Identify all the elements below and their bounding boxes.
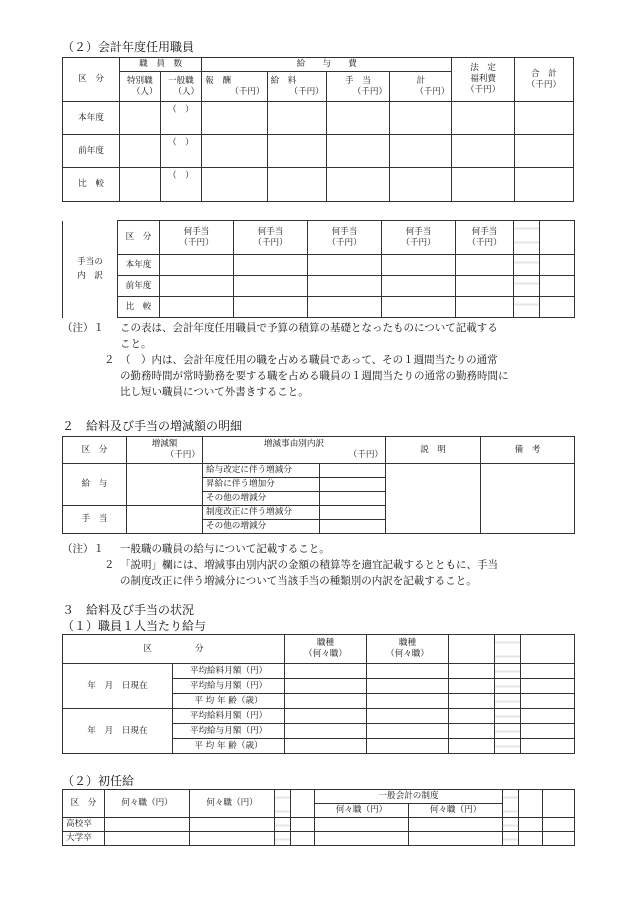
col-kubun: 区 分 bbox=[118, 221, 160, 255]
col-ippan: 一般職 （人） bbox=[160, 72, 202, 102]
paren-cell: （ ） bbox=[160, 135, 202, 168]
col-kei: 計 （千円） bbox=[390, 72, 452, 102]
col-teate: 手 当 （千円） bbox=[326, 72, 389, 102]
notes-2 bbox=[62, 541, 574, 589]
reason-label: 昇給に伴う増加分 bbox=[203, 478, 320, 492]
item-label: 平均給与月額（円） bbox=[173, 679, 285, 694]
date-label: 年 月 日現在 bbox=[63, 709, 173, 754]
col-kubun: 区 分 bbox=[63, 58, 120, 102]
row-label: 本年度 bbox=[118, 255, 160, 276]
note-label: ２ bbox=[104, 559, 115, 571]
col-nanitea: 何手当 （千円） bbox=[456, 221, 514, 255]
col-biko: 備 考 bbox=[481, 437, 575, 464]
col-kubun: 区 分 bbox=[63, 790, 105, 818]
table-kaikei-nendo bbox=[62, 57, 574, 202]
reason-label: その他の増減分 bbox=[203, 520, 320, 534]
col-nanishoku: 何々職（円） bbox=[315, 804, 409, 818]
note-text: 「説明」欄には、増減事由別内訳の金額の積算等を適宜記載するとともに、手当 bbox=[120, 559, 498, 571]
col-kyuryo: 給 料 （千円） bbox=[267, 72, 326, 102]
row-kokosotsu: 高校卒 bbox=[63, 818, 105, 832]
note-label: （注）１ bbox=[62, 322, 104, 334]
col-nanitea: 何手当 （千円） bbox=[160, 221, 234, 255]
col-zogengaku: 増減額 （千円） bbox=[127, 437, 203, 464]
col-kyuyohi: 給 与 費 bbox=[202, 58, 452, 72]
col-nanitea: 何手当 （千円） bbox=[308, 221, 382, 255]
section-heading-jokyo: ３ 給料及び手当の状況 bbox=[62, 603, 195, 617]
col-kubun: 区 分 bbox=[63, 635, 285, 664]
col-nanishoku: 何々職（円） bbox=[409, 804, 503, 818]
col-jiyu: 増減事由別内訳 （千円） bbox=[203, 437, 386, 464]
col-gokei: 合 計 （千円） bbox=[514, 58, 573, 102]
col-nanitea: 何手当 （千円） bbox=[382, 221, 456, 255]
note-text: 一般職の職員の給与について記載すること。 bbox=[120, 543, 330, 555]
item-label: 平 均 年 齢（歳） bbox=[173, 739, 285, 754]
table-zogen-meisai bbox=[62, 436, 575, 534]
paren-cell: （ ） bbox=[160, 102, 202, 135]
table-hitori-kyuyo bbox=[62, 634, 575, 754]
note-text: の勤務時間が常時勤務を要する職を占める職員の１週間当たりの通常の勤務時間に bbox=[120, 370, 509, 382]
table-teate-uchiwake bbox=[62, 220, 575, 318]
row-kyuyo: 給 与 bbox=[63, 464, 127, 506]
col-shokushu: 職種 （何々職） bbox=[367, 635, 449, 664]
col-nanishoku: 何々職（円） bbox=[105, 790, 190, 818]
item-label: 平 均 年 齢（歳） bbox=[173, 694, 285, 709]
note-label: （注）１ bbox=[62, 543, 104, 555]
omission-mark bbox=[514, 221, 540, 255]
col-shokuinsu: 職 員 数 bbox=[120, 58, 202, 72]
reason-label: 制度改正に伴う増減分 bbox=[203, 506, 320, 520]
date-label: 年 月 日現在 bbox=[63, 664, 173, 709]
section-heading-kaikei: （２）会計年度任用職員 bbox=[62, 40, 195, 54]
row-teate: 手 当 bbox=[63, 506, 127, 534]
omission-mark bbox=[495, 635, 521, 664]
note-text: 比し短い職員について外書きすること。 bbox=[120, 386, 309, 398]
row-label: 前年度 bbox=[118, 276, 160, 297]
item-label: 平均給与月額（円） bbox=[173, 724, 285, 739]
teate-side-label: 手当の 内 訳 bbox=[63, 221, 118, 318]
note-text: こと。 bbox=[120, 338, 152, 350]
col-hoshu: 報 酬 （千円） bbox=[202, 72, 267, 102]
notes-1 bbox=[62, 320, 574, 400]
omission-mark bbox=[275, 790, 291, 818]
row-label-honnendo: 本年度 bbox=[63, 102, 120, 135]
col-nanishoku: 何々職（円） bbox=[190, 790, 275, 818]
paren-cell: （ ） bbox=[160, 168, 202, 202]
col-shokushu: 職種 （何々職） bbox=[285, 635, 367, 664]
col-ippan-kaikei: 一般会計の制度 bbox=[315, 790, 503, 804]
table-shoninkyu bbox=[62, 789, 575, 846]
col-kubun: 区 分 bbox=[63, 437, 127, 464]
item-label: 平均給料月額（円） bbox=[173, 664, 285, 679]
subheading-shoninkyu: （２）初任給 bbox=[62, 774, 135, 788]
col-setsumei: 説 明 bbox=[386, 437, 481, 464]
row-daigakusotsu: 大学卒 bbox=[63, 832, 105, 846]
subheading-hitori: （１）職員１人当たり給与 bbox=[62, 619, 207, 633]
note-text: この表は、会計年度任用職員で予算の積算の基礎となったものについて記載する bbox=[120, 322, 498, 334]
row-label-zennendo: 前年度 bbox=[63, 135, 120, 168]
note-text: （ ）内は、会計年度任用の職を占める職員であって、その１週間当たりの通常 bbox=[120, 354, 498, 366]
col-tokubetsu: 特別職 （人） bbox=[120, 72, 161, 102]
row-label-hikaku: 比 較 bbox=[63, 168, 120, 202]
col-hotei: 法 定 福利費 （千円） bbox=[452, 58, 514, 102]
note-text: の制度改正に伴う増減分について当該手当の種類別の内訳を記載すること。 bbox=[120, 575, 477, 587]
section-heading-zogen: ２ 給料及び手当の増減額の明細 bbox=[62, 419, 243, 433]
col-nanitea: 何手当 （千円） bbox=[234, 221, 308, 255]
omission-mark bbox=[503, 790, 519, 818]
note-label: ２ bbox=[104, 354, 115, 366]
reason-label: その他の増減分 bbox=[203, 492, 320, 506]
row-label: 比 較 bbox=[118, 297, 160, 318]
reason-label: 給与改定に伴う増減分 bbox=[203, 464, 320, 478]
item-label: 平均給料月額（円） bbox=[173, 709, 285, 724]
